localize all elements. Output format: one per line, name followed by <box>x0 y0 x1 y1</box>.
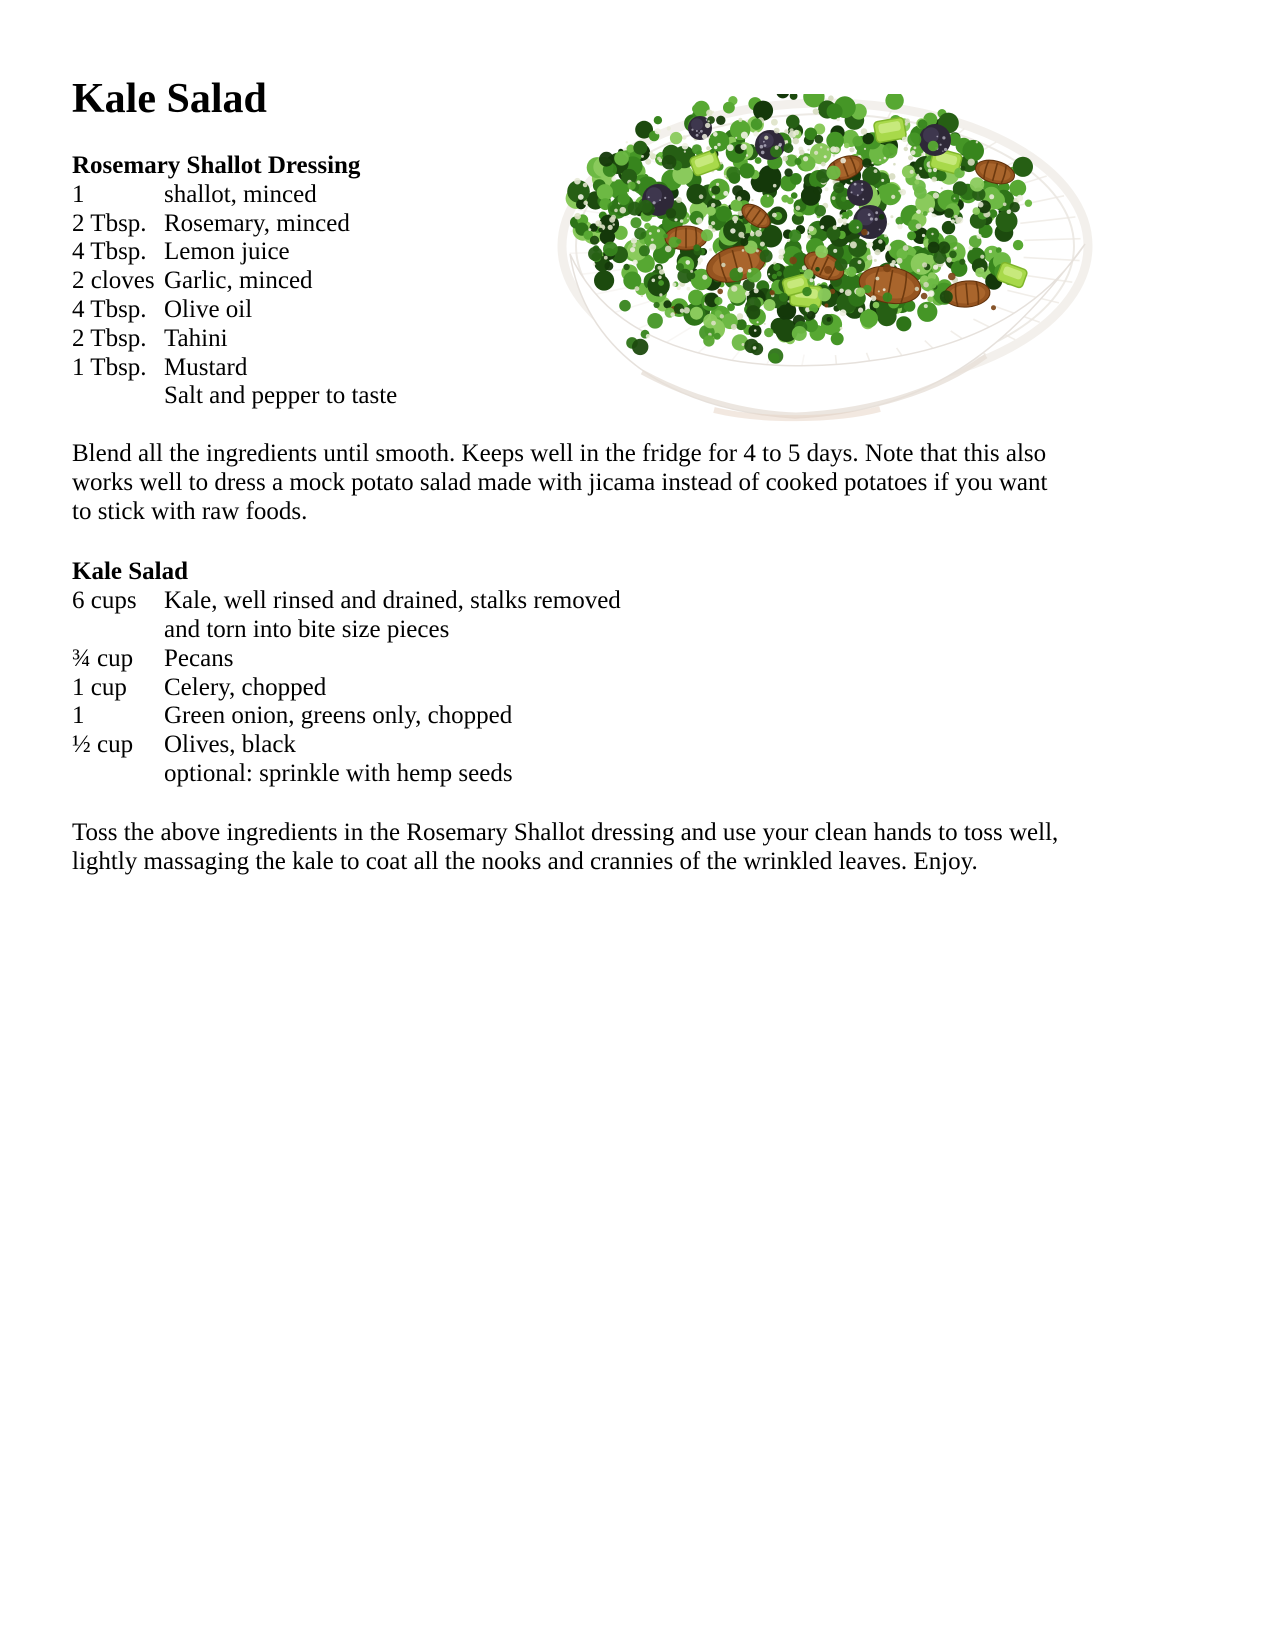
ingredient-name: Rosemary, minced <box>164 209 350 237</box>
ingredient-name: Mustard <box>164 353 248 381</box>
ingredient-row <box>72 760 1067 789</box>
ingredient-name: Pecans <box>164 644 234 672</box>
ingredient-name: Lemon juice <box>164 238 290 266</box>
page-title: Kale Salad <box>72 76 267 122</box>
ingredient-qty: 1 cup <box>72 673 127 701</box>
salad-ingredient-list <box>72 587 1067 789</box>
ingredient-name: optional: sprinkle with hemp seeds <box>164 759 513 787</box>
ingredient-row <box>72 702 1067 731</box>
ingredient-name: Tahini <box>164 324 228 352</box>
ingredient-qty: 2 Tbsp. <box>72 324 147 352</box>
ingredient-row <box>72 731 1067 760</box>
ingredient-name: Green onion, greens only, chopped <box>164 702 513 730</box>
salad-section <box>72 558 1067 876</box>
salad-note: Toss the above ingredients in the Rosemary Shallot dressing and use your clean hands to toss well, lightly massaging the kale to coat all the nooks and crannies of the wrinkled leaves. Enjoy. <box>72 818 1059 875</box>
ingredient-qty: 2 Tbsp. <box>72 209 147 237</box>
kale-salad-photo <box>524 94 1096 438</box>
kale-salad-photo-art <box>524 94 1096 438</box>
dressing-heading: Rosemary Shallot Dressing <box>72 152 361 179</box>
salad-heading: Kale Salad <box>72 558 188 586</box>
ingredient-row <box>72 645 1067 674</box>
dressing-note: Blend all the ingredients until smooth. Keeps well in the fridge for 4 to 5 days. Note that this also works well to dress a mock potato salad made with jicama instead of cooked potatoes if you want to stick with raw foods. <box>72 439 1048 525</box>
ingredient-qty: ½ cup <box>72 731 134 759</box>
ingredient-qty: 2 cloves <box>72 267 155 295</box>
ingredient-name: Garlic, minced <box>164 267 313 295</box>
ingredient-qty: 1 <box>72 180 85 208</box>
ingredient-row <box>72 587 1067 645</box>
ingredient-name: Kale, well rinsed and drained, stalks removed and torn into bite size pieces <box>164 587 621 643</box>
ingredient-name: Celery, chopped <box>164 673 327 701</box>
ingredient-qty: 4 Tbsp. <box>72 295 147 323</box>
ingredient-row <box>72 674 1067 703</box>
ingredient-qty: 6 cups <box>72 587 137 615</box>
ingredient-name: shallot, minced <box>164 180 317 208</box>
ingredient-qty: 4 Tbsp. <box>72 238 147 266</box>
ingredient-qty: 1 <box>72 702 85 730</box>
ingredient-qty: ¾ cup <box>72 644 134 672</box>
ingredient-name: Olive oil <box>164 295 253 323</box>
ingredient-name: Salt and pepper to taste <box>164 382 398 410</box>
ingredient-name: Olives, black <box>164 731 296 759</box>
ingredient-qty: 1 Tbsp. <box>72 353 147 381</box>
